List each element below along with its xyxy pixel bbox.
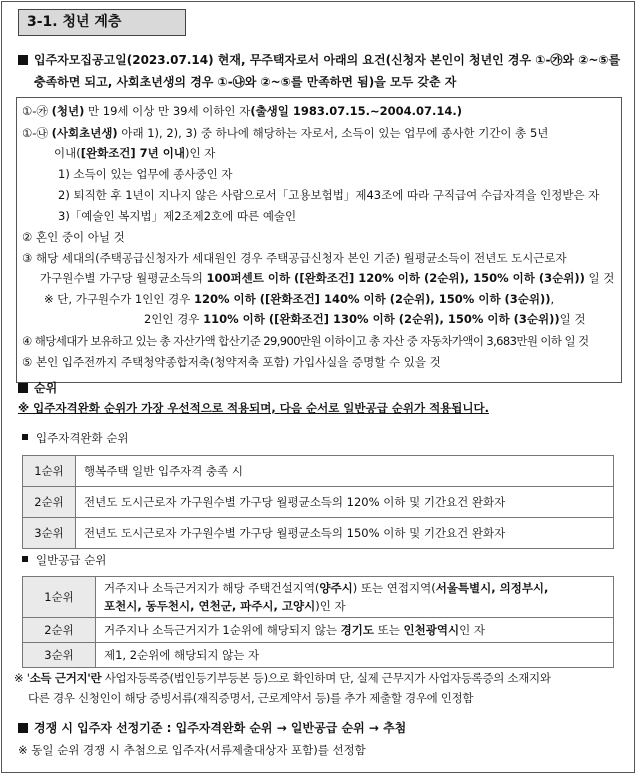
rank-note: ※ 입주자격완화 순위가 가장 우선적으로 적용되며, 다음 순서로 일반공급 순위가 적용됩니다. <box>18 401 489 415</box>
req-3-line-4: 2인인 경우 110% 이하 ([완화조건] 130% 이하 (2순위), 150% 이하 (3순위))일 것 <box>144 312 586 326</box>
desc-cell: 거주지나 소득근거지가 해당 주택건설지역(양주시) 또는 연접지역(서울특별시, 의정부시, 포천시, 동두천시, 연천군, 파주시, 고양시)인 자 <box>96 577 614 618</box>
competition-note: ※ 동일 순위 경쟁 시 추첨으로 입주자(서류제출대상자 포함)를 선정함 <box>18 743 366 757</box>
small-square-bullet-icon <box>22 434 28 440</box>
table-row <box>23 618 614 643</box>
general-rank-table <box>22 576 614 668</box>
desc-cell: 거주지나 소득근거지가 1순위에 해당되지 않는 경기도 또는 인천광역시인 자 <box>96 618 614 643</box>
req-5: ⑤ 본인 입주전까지 주택청약종합저축(청약저축 포함) 가입사실을 증명할 수 있을 것 <box>22 355 441 369</box>
req-3-line-3: ※ 단, 가구원수가 1인인 경우 120% 이하 ([완화조건] 140% 이하 (2순위), 150% 이하 (3순위)), <box>44 292 555 306</box>
req-3-line-1: ③ 해당 세대의(주택공급신청자가 세대원인 경우 주택공급신청자 본인 기준) 월평균소득이 전년도 도시근로자 <box>22 251 567 265</box>
req-youth: ①-㉮ (청년) 만 19세 이상 만 39세 이하인 자(출생일 1983.07.15.~2004.07.14.) <box>22 104 463 118</box>
rank-cell: 1순위 <box>23 456 76 487</box>
rank-cell: 2순위 <box>23 487 76 518</box>
square-bullet-icon <box>18 383 28 393</box>
general-rank-title: 일반공급 순위 <box>22 550 106 570</box>
table-row <box>23 577 614 618</box>
req-newcomer-2: 이내([완화조건] 7년 이내)인 자 <box>54 146 216 160</box>
req-sub-2: 2) 퇴직한 후 1년이 지나지 않은 사람으로서「고용보험법」제43조에 따라 구직급여 수급자격을 인정받은 자 <box>58 188 600 202</box>
req-3-line-2: 가구원수별 가구당 월평균소득의 100퍼센트 이하 ([완화조건] 120% 이하 (2순위), 150% 이하 (3순위)) 일 것 <box>40 271 615 285</box>
relaxed-rank-title: 입주자격완화 순위 <box>22 428 129 448</box>
req-2: ② 혼인 중이 아닐 것 <box>22 230 125 244</box>
req-newcomer: ①-㉯ (사회초년생) 아래 1), 2), 3) 중 하나에 해당하는 자로서, 소득이 있는 업무에 종사한 기간이 총 5년 <box>22 126 549 140</box>
req-sub-1: 1) 소득이 있는 업무에 종사중인 자 <box>58 167 233 181</box>
income-note-2: 다른 경우 신청인이 해당 증빙서류(재직증명서, 근로계약서 등)를 추가 제출할 경우에 인정함 <box>28 691 474 705</box>
competition-header: 경쟁 시 입주자 선정기준 : 입주자격완화 순위 → 일반공급 순위 → 추첨 <box>18 718 406 738</box>
section-title: 3-1. 청년 계층 <box>18 9 186 36</box>
table-row <box>23 518 614 549</box>
rank-cell: 1순위 <box>23 577 96 618</box>
table-row <box>23 456 614 487</box>
req-sub-3: 3)「예술인 복지법」제2조제2호에 따른 예술인 <box>58 209 297 223</box>
rank-cell: 3순위 <box>23 643 96 668</box>
desc-cell: 전년도 도시근로자 가구원수별 가구당 월평균소득의 150% 이하 및 기간요건 완화자 <box>76 518 614 549</box>
square-bullet-icon <box>18 723 28 733</box>
relaxed-rank-table <box>22 455 614 549</box>
rank-cell: 3순위 <box>23 518 76 549</box>
square-bullet-icon <box>18 55 28 65</box>
intro-line-2: 충족하면 되고, 사회초년생의 경우 ①-㉯와 ②~⑤를 만족하면 됨)을 모두 갖춘 자 <box>34 75 457 89</box>
desc-cell: 행복주택 일반 입주자격 충족 시 <box>76 456 614 487</box>
table-row <box>23 643 614 668</box>
desc-cell: 전년도 도시근로자 가구원수별 가구당 월평균소득의 120% 이하 및 기간요건 완화자 <box>76 487 614 518</box>
small-square-bullet-icon <box>22 556 28 562</box>
rank-cell: 2순위 <box>23 618 96 643</box>
desc-cell: 제1, 2순위에 해당되지 않는 자 <box>96 643 614 668</box>
req-4: ④ 해당세대가 보유하고 있는 총 자산가액 합산기준 29,900만원 이하이고 총 자산 중 자동차가액이 3,683만원 이하 일 것 <box>22 334 589 348</box>
intro-text-1: 입주자모집공고일(2023.07.14) 현재, 무주택자로서 아래의 요건(신청자 본인이 청년인 경우 ①-㉮와 ②~⑤를 <box>34 53 621 67</box>
table-row <box>23 487 614 518</box>
income-note-1: ※ '소득 근거지'란 사업자등록증(법인등기부등본 등)으로 확인하며 단, 실제 근무지가 사업자등록증의 소재지와 <box>14 671 551 685</box>
rank-header: 순위 <box>18 378 57 398</box>
intro-line-1 <box>18 50 620 70</box>
